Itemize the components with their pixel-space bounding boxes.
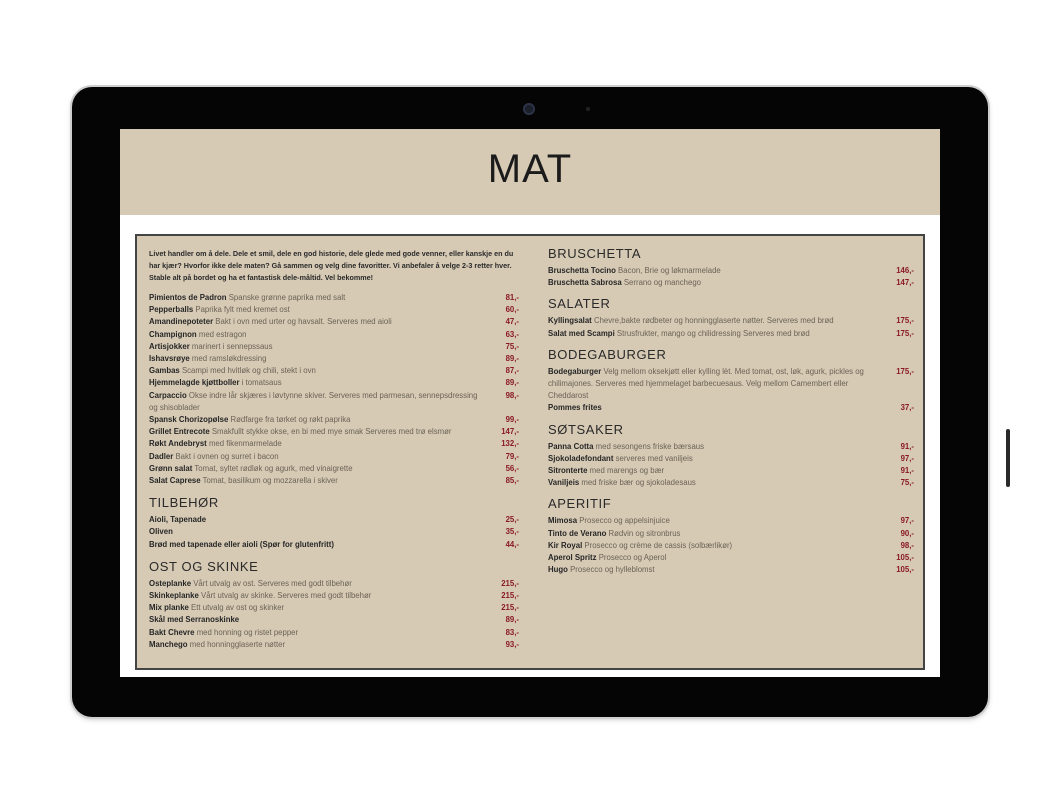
tilbehor-list (149, 514, 519, 551)
menu-item (149, 438, 519, 450)
menu-item-name: Spansk Chorizopølse (149, 415, 229, 425)
menu-item-name: Oliven (149, 527, 173, 537)
menu-item (548, 328, 914, 340)
menu-item (149, 602, 519, 614)
menu-item (149, 451, 519, 463)
menu-item-name: Brød med tapenade eller aioli (Spør for glutenfritt) (149, 539, 334, 549)
menu-item (548, 441, 914, 453)
menu-item-name: Osteplanke (149, 578, 192, 588)
sensor-dot (586, 107, 590, 111)
menu-item-description: Rødfarge fra tørket og røkt paprika (230, 415, 351, 425)
menu-item-description: Scampi med hvitløk og chili, stekt i ovn (181, 366, 316, 376)
menu-item-name: Manchego (149, 639, 188, 649)
menu-item-name: Gambas (149, 366, 180, 376)
camera-icon (523, 103, 535, 115)
menu-item (149, 341, 519, 353)
menu-item-description: Vårt utvalg av skinke. Serveres med godt tilbehør (201, 591, 372, 601)
menu-item-price: 132,- (501, 439, 519, 449)
menu-item-description: marinert i sennepssaus (191, 341, 273, 351)
page-title: MAT (487, 147, 573, 191)
menu-item-description: Tomat, syltet rødløk og agurk, med vinaigrette (194, 463, 353, 473)
menu-item-price: 215,- (501, 578, 519, 588)
menu-item-price: 87,- (505, 366, 519, 376)
menu-item-price: 175,- (896, 328, 914, 338)
menu-item-price: 147,- (896, 278, 914, 288)
menu-item-name: Kir Royal (548, 540, 583, 550)
menu-item (149, 475, 519, 487)
menu-item-price: 47,- (505, 317, 519, 327)
menu-item-price: 98,- (900, 540, 914, 550)
menu-item-name: Bruschetta Tocino (548, 266, 616, 275)
section-title-ost-og-skinke: OST OG SKINKE (149, 558, 259, 574)
menu-item-description: Prosecco og crème de cassis (solbærlikør) (584, 540, 733, 550)
menu-item-price: 99,- (505, 415, 519, 425)
menu-item-name: Pimientos de Padron (149, 293, 227, 302)
menu-item (149, 377, 519, 389)
menu-panel (135, 234, 925, 670)
menu-item-price: 175,- (896, 366, 914, 376)
menu-item (548, 540, 914, 552)
bodegaburger-list (548, 366, 914, 415)
menu-item-name: Bodegaburger (548, 366, 602, 376)
section-title-bruschetta: BRUSCHETTA (548, 246, 642, 261)
menu-item-description: med estragon (198, 329, 247, 339)
menu-item (149, 463, 519, 475)
menu-item-price: 91,- (900, 441, 914, 451)
menu-item-price: 105,- (896, 565, 914, 575)
menu-item-name: Mix planke (149, 603, 189, 613)
menu-item-name: Bruschetta Sabrosa (548, 278, 622, 288)
menu-item-price: 215,- (501, 591, 519, 601)
sotsaker-list (548, 441, 914, 490)
menu-item (149, 316, 519, 328)
menu-item (149, 353, 519, 365)
menu-item (149, 329, 519, 341)
menu-item-price: 79,- (505, 451, 519, 461)
side-button (1006, 429, 1010, 487)
menu-item-name: Bakt Chevre (149, 627, 195, 637)
menu-item (548, 477, 914, 489)
menu-item-description: med honning og ristet pepper (196, 627, 299, 637)
menu-item-price: 89,- (505, 378, 519, 388)
menu-item-description: Ett utvalg av ost og skinker (191, 603, 285, 613)
menu-item-name: Grillet Entrecote (149, 427, 210, 437)
menu-item (149, 590, 519, 602)
menu-item (548, 265, 914, 277)
menu-item-name: Skål med Serranoskinke (149, 615, 240, 625)
menu-item-description: serveres med vaniljeis (615, 453, 693, 463)
menu-item-description: Prosecco og Aperol (598, 553, 667, 563)
menu-item-price: 89,- (505, 615, 519, 625)
menu-item-price: 75,- (900, 478, 914, 488)
menu-item (149, 304, 519, 316)
menu-item-price: 175,- (896, 316, 914, 326)
menu-item-description: Rødvin og sitronbrus (608, 528, 681, 538)
menu-item-name: Tinto de Verano (548, 528, 607, 538)
menu-item-name: Pommes frites (548, 403, 602, 413)
menu-item-price: 85,- (505, 476, 519, 486)
menu-item-description: Bakt i ovn med urter og havsalt. Serveres med aioli (215, 317, 392, 327)
menu-item-name: Skinkeplanke (149, 591, 199, 601)
menu-item-name: Amandinepoteter (149, 317, 214, 327)
menu-item-price: 147,- (501, 427, 519, 437)
section-title-salater: SALATER (548, 296, 611, 312)
menu-item-price: 97,- (900, 516, 914, 526)
menu-item-description: Chevre,bakte rødbeter og honningglaserte nøtter. Serveres med brød (593, 316, 834, 326)
menu-item-price: 83,- (505, 627, 519, 637)
menu-item-name: Vaniljeis (548, 478, 580, 488)
menu-item-price: 98,- (505, 390, 519, 400)
menu-item-name: Champignon (149, 329, 197, 339)
menu-item (149, 426, 519, 438)
menu-item-name: Sjokoladefondant (548, 453, 614, 463)
menu-item-description: med sesongens friske bærsaus (595, 441, 705, 451)
menu-item-name: Hugo (548, 565, 568, 575)
section-title-aperitif: APERITIF (548, 496, 612, 512)
menu-item (149, 514, 519, 526)
tapas-list (149, 292, 519, 487)
menu-item-price: 93,- (505, 639, 519, 649)
menu-column-right (548, 246, 914, 576)
menu-item-price: 63,- (505, 329, 519, 339)
menu-item (149, 390, 519, 414)
menu-item-description: Serrano og manchego (623, 278, 701, 288)
menu-item-name: Dadler (149, 451, 174, 461)
menu-item-name: Pepperballs (149, 305, 194, 315)
section-title-bodegaburger: BODEGABURGER (548, 346, 667, 362)
menu-item-price: 91,- (900, 466, 914, 476)
menu-item (149, 627, 519, 639)
menu-item-price: 44,- (505, 539, 519, 549)
menu-item-description: med fikenmarmelade (208, 439, 282, 449)
menu-item (149, 539, 519, 551)
salater-list (548, 315, 914, 339)
menu-item (149, 365, 519, 377)
menu-item (548, 402, 914, 414)
menu-item-price: 97,- (900, 453, 914, 463)
menu-item-price: 105,- (896, 553, 914, 563)
menu-item-name: Grønn salat (149, 463, 193, 473)
menu-item-price: 75,- (505, 341, 519, 351)
menu-item-description: Strusfrukter, mango og chilidressing Serveres med brød (616, 328, 810, 338)
section-title-sotsaker: SØTSAKER (548, 421, 624, 437)
menu-item (548, 465, 914, 477)
menu-item (548, 315, 914, 327)
menu-item (149, 614, 519, 626)
menu-item-description: med marengs og bær (589, 466, 665, 476)
menu-item (149, 526, 519, 538)
menu-item-price: 60,- (505, 305, 519, 315)
menu-intro: Livet handler om å dele. Dele et smil, dele en god historie, dele glede med gode venner, eller kanskje en du har kjær? Hvorfor ikke dele maten? Gå sammen og velg dine favoritter. Vi anbefaler å velge 2-3 retter hver. Stable alt på bordet og ha et fantastisk dele-måltid. Vel bekomme! (149, 249, 514, 282)
menu-item-description: Spanske grønne paprika med salt (228, 293, 346, 302)
menu-item (548, 515, 914, 527)
menu-item-description: Vårt utvalg av ost. Serveres med godt tilbehør (193, 578, 352, 588)
menu-item (149, 292, 519, 304)
menu-item-description: i tomatsaus (241, 378, 282, 388)
ost-og-skinke-list (149, 578, 519, 651)
menu-item-price: 215,- (501, 603, 519, 613)
menu-item (548, 277, 914, 289)
menu-item-name: Salat Caprese (149, 476, 201, 486)
menu-item (548, 453, 914, 465)
menu-item-name: Panna Cotta (548, 441, 594, 451)
menu-item-name: Salat med Scampi (548, 328, 615, 338)
menu-item-description: Smakfullt stykke okse, en bi med mye smak Serveres med trø elsmør (211, 427, 452, 437)
menu-item-name: Aioli, Tapenade (149, 515, 207, 525)
menu-item-name: Aperol Spritz (548, 553, 597, 563)
menu-item-description: Velg mellom oksekjøtt eller kylling lèt. Med tomat, ost, løk, agurk, pickles og chilimajones. Serveres med hjemmelaget barbecuesaus. Velg mellom Camembert eller Cheddarost (548, 366, 864, 401)
menu-item-description: med ramsløkdressing (191, 354, 267, 364)
menu-item-name: Mimosa (548, 516, 578, 526)
menu-column-left (149, 248, 519, 651)
menu-item-name: Carpaccio (149, 390, 187, 400)
menu-item-description: Bakt i ovnen og surret i bacon (175, 451, 279, 461)
menu-item-name: Kyllingsalat (548, 316, 592, 326)
menu-item-description: med friske bær og sjokoladesaus (581, 478, 696, 488)
menu-item-name: Sitronterte (548, 466, 588, 476)
menu-item-description: Prosecco og hylleblomst (570, 565, 655, 575)
menu-item-description: med honningglaserte nøtter (189, 639, 286, 649)
bruschetta-list (548, 265, 914, 289)
menu-item-price: 35,- (505, 527, 519, 537)
menu-item (149, 639, 519, 651)
menu-item (149, 414, 519, 426)
menu-item-price: 146,- (896, 266, 914, 275)
menu-item-description: Okse indre lår skjæres i løvtynne skiver. Serveres med parmesan, sennepsdressing og shisoblader (149, 390, 478, 412)
menu-item-description: Paprika fylt med kremet ost (195, 305, 290, 315)
menu-item-price: 90,- (900, 528, 914, 538)
menu-item-name: Hjemmelagde kjøttboller (149, 378, 240, 388)
menu-item (149, 578, 519, 590)
menu-item (548, 552, 914, 564)
menu-item-price: 81,- (505, 293, 519, 302)
menu-item-description: Prosecco og appelsinjuice (579, 516, 670, 526)
menu-item-price: 56,- (505, 463, 519, 473)
menu-item-price: 37,- (900, 403, 914, 413)
menu-item-price: 25,- (505, 515, 519, 525)
menu-item-description: Bacon, Brie og løkmarmelade (618, 266, 721, 275)
menu-item (548, 528, 914, 540)
menu-item-description: Tomat, basilikum og mozzarella i skiver (202, 476, 338, 486)
menu-item (548, 564, 914, 576)
header-banner (120, 129, 940, 215)
menu-item-price: 89,- (505, 354, 519, 364)
aperitif-list (548, 515, 914, 576)
menu-item (548, 366, 914, 403)
menu-item-name: Artisjokker (149, 341, 190, 351)
tablet-screen (120, 129, 940, 677)
section-title-tilbehor: TILBEHØR (149, 495, 219, 511)
menu-item-name: Røkt Andebryst (149, 439, 207, 449)
menu-item-name: Ishavsrøye (149, 354, 190, 364)
